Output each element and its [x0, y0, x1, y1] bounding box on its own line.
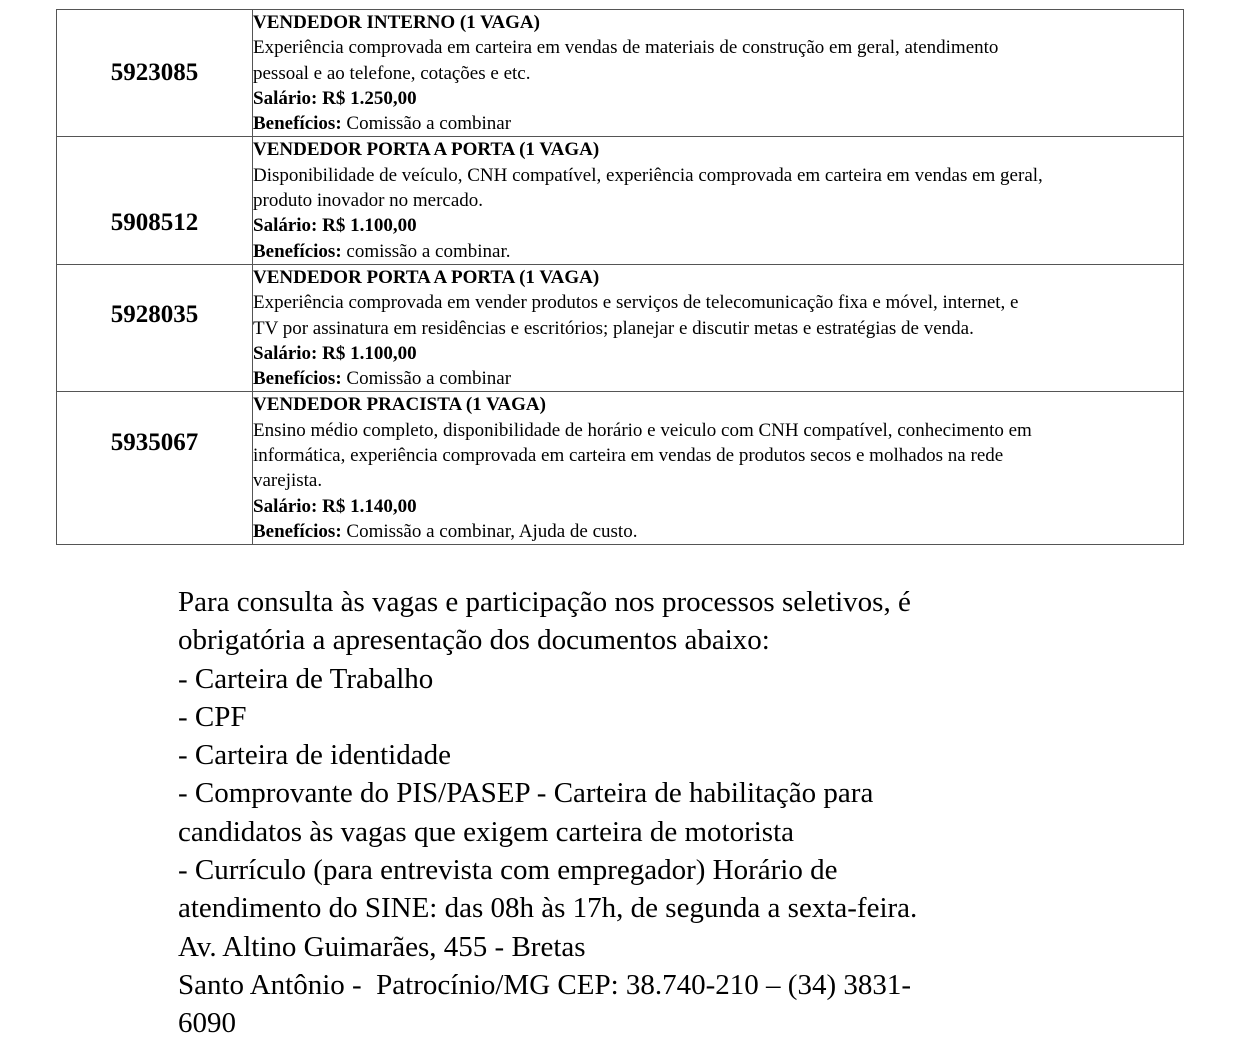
notice-line: candidatos às vagas que exigem carteira de motorista — [178, 815, 795, 848]
benefits-label: Benefícios: — [253, 520, 342, 542]
job-description-line: TV por assinatura em residências e escritórios; planejar e discutir metas e estratégias de venda. — [253, 317, 974, 339]
job-salary: Salário: R$ 1.250,00 — [253, 87, 417, 109]
notice-line: Para consulta às vagas e participação nos processos seletivos, é — [178, 586, 911, 618]
job-benefits — [253, 519, 1183, 544]
job-title: VENDEDOR PRACISTA (1 VAGA) — [253, 394, 546, 416]
benefits-label: Benefícios: — [253, 240, 342, 262]
job-code: 5935067 — [57, 392, 253, 545]
job-details — [253, 10, 1184, 137]
notice-line: - Carteira de identidade — [178, 739, 451, 772]
notice-line: - Comprovante do PIS/PASEP - Carteira de habilitação para — [178, 777, 874, 810]
notice-line: Santo Antônio - Patrocínio/MG CEP: 38.740-210 – (34) 3831- — [178, 968, 912, 1001]
table-row — [57, 137, 1184, 264]
benefits-value: Comissão a combinar, Ajuda de custo. — [341, 520, 638, 542]
notice-line: Av. Altino Guimarães, 455 - Bretas — [178, 930, 586, 963]
job-salary: Salário: R$ 1.140,00 — [253, 495, 417, 517]
documents-notice — [178, 583, 1078, 1043]
benefits-value: comissão a combinar. — [341, 240, 511, 262]
benefits-label: Benefícios: — [253, 113, 342, 135]
job-description-line: Experiência comprovada em carteira em vendas de materiais de construção em geral, atendimento — [253, 37, 999, 59]
notice-line: - CPF — [178, 700, 247, 733]
job-description-line: Ensino médio completo, disponibilidade de horário e veiculo com CNH compatível, conhecimento em — [253, 419, 1032, 441]
job-title: VENDEDOR PORTA A PORTA (1 VAGA) — [253, 139, 600, 161]
job-salary: Salário: R$ 1.100,00 — [253, 342, 417, 364]
job-code: 5908512 — [57, 137, 253, 264]
job-benefits — [253, 366, 1183, 391]
notice-line: - Carteira de Trabalho — [178, 662, 434, 695]
job-description-line: Experiência comprovada em vender produtos e serviços de telecomunicação fixa e móvel, internet, e — [253, 292, 1019, 314]
job-title: VENDEDOR PORTA A PORTA (1 VAGA) — [253, 266, 600, 288]
job-salary: Salário: R$ 1.100,00 — [253, 215, 417, 237]
notice-line: - Currículo (para entrevista com empregador) Horário de — [178, 854, 838, 887]
job-description-line: informática, experiência comprovada em carteira em vendas de produtos secos e molhados na rede — [253, 445, 1004, 467]
benefits-label: Benefícios: — [253, 368, 342, 390]
table-row — [57, 392, 1184, 545]
job-description-line: Disponibilidade de veículo, CNH compatível, experiência comprovada em carteira em vendas em geral, — [253, 164, 1043, 186]
table-row — [57, 10, 1184, 137]
job-description-line: produto inovador no mercado. — [253, 190, 484, 212]
job-code: 5923085 — [57, 10, 253, 137]
job-benefits — [253, 239, 1183, 264]
job-code: 5928035 — [57, 264, 253, 391]
job-details — [253, 392, 1184, 545]
job-listings-table — [56, 9, 1184, 545]
job-description-line: varejista. — [253, 470, 323, 492]
job-details — [253, 264, 1184, 391]
job-details — [253, 137, 1184, 264]
table-row — [57, 264, 1184, 391]
benefits-value: Comissão a combinar — [341, 368, 512, 390]
notice-line: 6090 — [178, 1007, 236, 1040]
notice-line: atendimento do SINE: das 08h às 17h, de segunda a sexta-feira. — [178, 892, 918, 925]
job-description-line: pessoal e ao telefone, cotações e etc. — [253, 62, 531, 84]
job-benefits — [253, 111, 1183, 136]
notice-line: obrigatória a apresentação dos documentos abaixo: — [178, 624, 770, 657]
job-title: VENDEDOR INTERNO (1 VAGA) — [253, 12, 540, 33]
benefits-value: Comissão a combinar — [341, 113, 512, 135]
